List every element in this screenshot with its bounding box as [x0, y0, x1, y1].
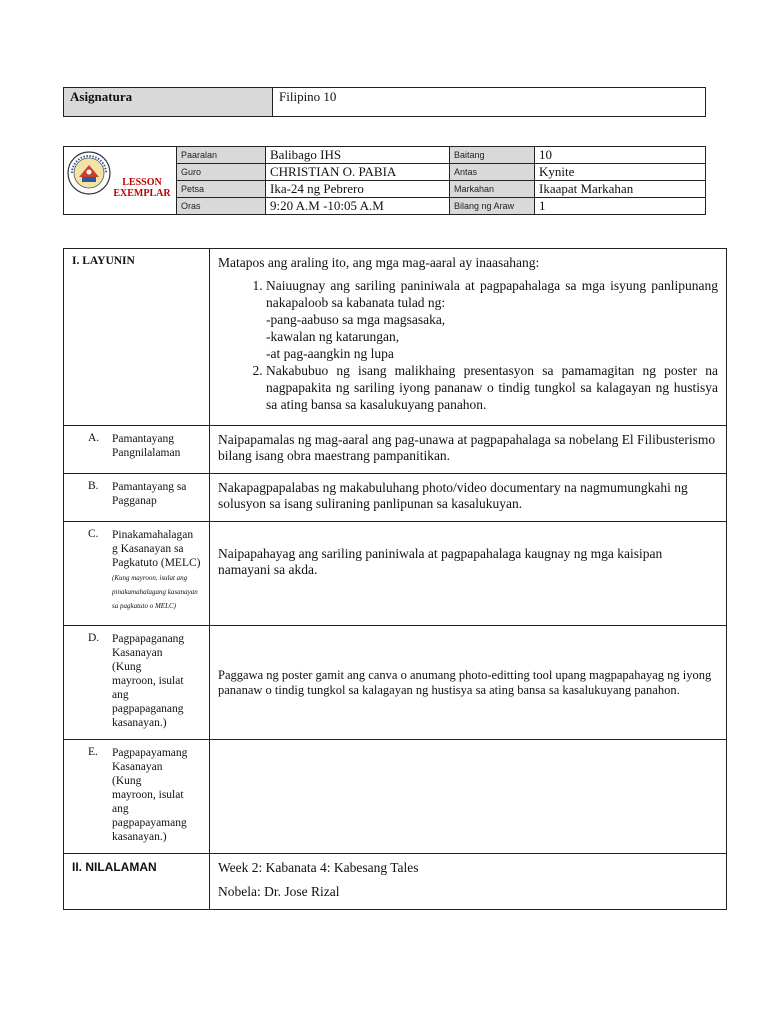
header-key: Oras [177, 198, 266, 215]
header-key: Bilang ng Araw [450, 198, 535, 215]
row-c-content: Naipapahayag ang sariling paniniwala at pagpapahalaga kaugnay ng mga kaisipan namayani sa akda. [210, 522, 727, 626]
melc-note: (Kung mayroon, isulat ang pinakamahalagang kasanayan sa pagkatuto o MELC) [112, 574, 198, 610]
nilalaman-line: Week 2: Kabanata 4: Kabesang Tales [218, 860, 419, 875]
header-value: Balibago IHS [266, 147, 450, 164]
lesson-plan-table [63, 248, 727, 910]
header-value: Kynite [535, 164, 706, 181]
subject-label: Asignatura [64, 88, 273, 117]
header-value: 10 [535, 147, 706, 164]
row-d-content: Paggawa ng poster gamit ang canva o anumang photo-editting tool upang magpapahayag ng iyong pananaw o tindig tungkol sa kalagayan ng hustisya sa ating bansa sa kasalukuyang panahon. [210, 626, 727, 740]
header-key: Petsa [177, 181, 266, 198]
nilalaman-content-cell [210, 854, 727, 910]
header-value: CHRISTIAN O. PABIA [266, 164, 450, 181]
header-value: 1 [535, 198, 706, 215]
layunin-heading: I. LAYUNIN [72, 255, 135, 267]
header-key: Markahan [450, 181, 535, 198]
layunin-content-cell [210, 249, 727, 426]
objective-item: 1. Naiuugnay ang sariling paniniwala at pagpapahalaga sa mga isyung panlipunang nakapaloob sa kabanata tulad ng: -pang-aabuso sa mga magsasaka, -kawalan ng katarungan, -at pag-aangkin ng lupa [266, 277, 718, 362]
lesson-exemplar-label: LESSON EXEMPLAR [113, 177, 171, 199]
row-a-content: Naipapamalas ng mag-aaral ang pag-unawa at pagpapahalaga sa nobelang El Filibusterismo bilang isang obra maestrang pampanitikan. [210, 426, 727, 474]
nilalaman-heading: II. NILALAMAN [72, 860, 157, 874]
row-b-content: Nakapagpapalabas ng makabuluhang photo/video documentary na nagmumungkahi ng solusyon sa isang suliraning panlipunan sa kasalukuyan. [210, 474, 727, 522]
row-a-label: A. Pamantayang Pangnilalaman [64, 426, 210, 474]
row-d-label: D. Pagpapaganang Kasanayan (Kung mayroon, isulat ang pagpapaganang kasanayan.) [64, 626, 210, 740]
nilalaman-line: Nobela: Dr. Jose Rizal [218, 884, 340, 899]
layunin-label-cell [64, 249, 210, 426]
header-info-table [63, 146, 706, 215]
school-seal-icon [66, 150, 112, 196]
header-key: Guro [177, 164, 266, 181]
subject-value: Filipino 10 [273, 88, 706, 117]
row-c-label: C. Pinakamahalagan g Kasanayan sa Pagkatuto (MELC) (Kung mayroon, isulat ang pinakamahalagang kasanayan sa pagkatuto o MELC) [64, 522, 210, 626]
logo-cell [64, 147, 177, 215]
objectives-list [218, 277, 718, 413]
row-e-content [210, 740, 727, 854]
subject-table [63, 87, 706, 117]
nilalaman-label-cell [64, 854, 210, 910]
header-value: Ikaapat Markahan [535, 181, 706, 198]
header-key: Baitang [450, 147, 535, 164]
objective-item: 2. Nakabubuo ng isang malikhaing presentasyon sa pamamagitan ng poster na nagpapakita ng sariling iyong pananaw o tindig tungkol sa kalagayan ng hustisya sa ating bansa sa kasalukuyang panahon. [266, 362, 718, 413]
row-b-label: B. Pamantayang sa Pagganap [64, 474, 210, 522]
header-key: Antas [450, 164, 535, 181]
header-value: Ika-24 ng Pebrero [266, 181, 450, 198]
row-e-label: E. Pagpapayamang Kasanayan (Kung mayroon, isulat ang pagpapayamang kasanayan.) [64, 740, 210, 854]
header-value: 9:20 A.M -10:05 A.M [266, 198, 450, 215]
layunin-intro: Matapos ang araling ito, ang mga mag-aaral ay inaasahang: [218, 255, 540, 270]
header-key: Paaralan [177, 147, 266, 164]
